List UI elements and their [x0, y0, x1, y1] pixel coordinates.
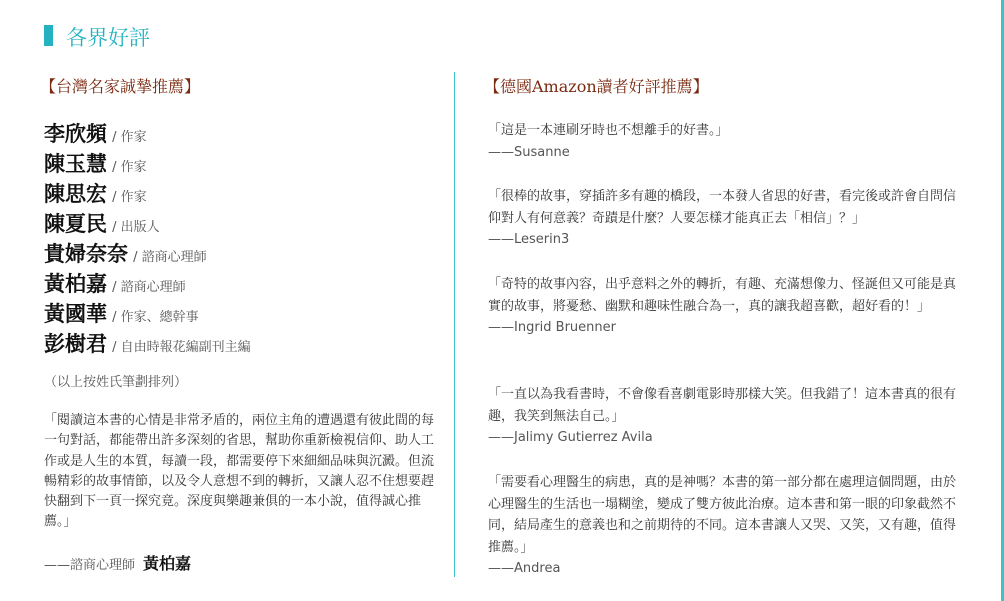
recommender-row [44, 239, 251, 269]
review-author: ——Ingrid Bruenner [488, 320, 616, 335]
recommender-name: 陳玉慧 [44, 151, 107, 176]
amazon-reviews-heading: 【德國Amazon讀者好評推薦】 [484, 77, 709, 96]
recommender-title: / 作家 [112, 190, 147, 205]
column-divider [454, 72, 455, 577]
recommender-name: 陳思宏 [44, 181, 107, 206]
quote-signature [44, 551, 191, 574]
recommender-list [44, 119, 251, 359]
recommender-title: / 諮商心理師 [112, 280, 186, 295]
section-title: 各界好評 [66, 26, 150, 50]
recommender-name: 彭樹君 [44, 331, 107, 356]
review-author: ——Jalimy Gutierrez Avila [488, 430, 653, 445]
review-text: 「奇特的故事內容，出乎意料之外的轉折，有趣、充滿想像力、怪誕但又可能是真實的故事，將憂愁、幽默和趣味性融合為一，真的讓我超喜歡，超好看的！」 [488, 277, 957, 314]
recommender-name: 黃國華 [44, 301, 107, 326]
section-accent-bar [44, 25, 53, 46]
recommender-title: / 諮商心理師 [133, 250, 207, 265]
recommender-name: 陳夏民 [44, 211, 107, 236]
recommender-title: / 作家 [112, 160, 147, 175]
amazon-review [488, 186, 960, 251]
review-author: ——Susanne [488, 144, 570, 160]
amazon-review [488, 384, 960, 449]
recommender-row [44, 119, 251, 149]
recommender-title: / 自由時報花編副刊主編 [112, 340, 251, 355]
review-text: 「很棒的故事，穿插許多有趣的橋段，一本發人省思的好書，看完後或許會自問信仰對人有何意義？奇蹟是什麼？人要怎樣才能真正去「相信」？」 [488, 189, 957, 226]
amazon-review [488, 472, 960, 580]
recommender-title: / 出版人 [112, 220, 160, 235]
recommender-name: 黃柏嘉 [44, 271, 107, 296]
recommender-row [44, 299, 251, 329]
review-author: ——Leserin3 [488, 232, 570, 247]
review-text: 「這是一本連刷牙時也不想離手的好書。」 [488, 123, 729, 138]
recommendation-quote: 「閱讀這本書的心情是非常矛盾的，兩位主角的遭遇還有彼此間的每一句對話，都能帶出許多深刻的省思，幫助你重新檢視信仰、助人工作或是人生的本質，每讀一段，都需要停下來細細品味與沉澱。但流暢精彩的故事情節，以及令人意想不到的轉折，又讓人忍不住想要趕快翻到下一頁一探究竟。深度與樂趣兼俱的一本小說，值得誠心推薦。」 [44, 413, 435, 530]
taiwan-recommenders-heading: 【台灣名家誠摯推薦】 [40, 77, 201, 96]
recommender-title: / 作家、總幹事 [112, 310, 199, 325]
review-text: 「一直以為我看書時，不會像看喜劇電影時那樣大笑。但我錯了！這本書真的很有趣，我笑到無法自己。」 [488, 387, 957, 424]
signature-dash: —— [44, 558, 70, 573]
recommender-row [44, 209, 251, 239]
amazon-review [488, 274, 960, 339]
order-note: （以上按姓氏筆劃排列） [44, 375, 188, 390]
recommender-row [44, 269, 251, 299]
recommender-name: 貴婦奈奈 [44, 241, 128, 266]
amazon-review [488, 120, 960, 163]
review-text: 「需要看心理醫生的病患，真的是神嗎？本書的第一部分都在處理這個問題，由於心理醫生的生活也一塌糊塗，變成了雙方彼此治療。這本書和第一眼的印象截然不同，結局產生的意義也和之前期待的不同。這本書讓人又哭、又笑，又有趣，值得推薦。」 [488, 475, 957, 555]
review-author: ——Andrea [488, 561, 561, 576]
recommender-row [44, 149, 251, 179]
recommender-name: 李欣頻 [44, 121, 107, 146]
recommender-row [44, 179, 251, 209]
recommender-title: / 作家 [112, 130, 147, 145]
signature-name: 黃柏嘉 [143, 554, 192, 573]
recommender-row [44, 329, 251, 359]
signature-role: 諮商心理師 [70, 558, 136, 573]
